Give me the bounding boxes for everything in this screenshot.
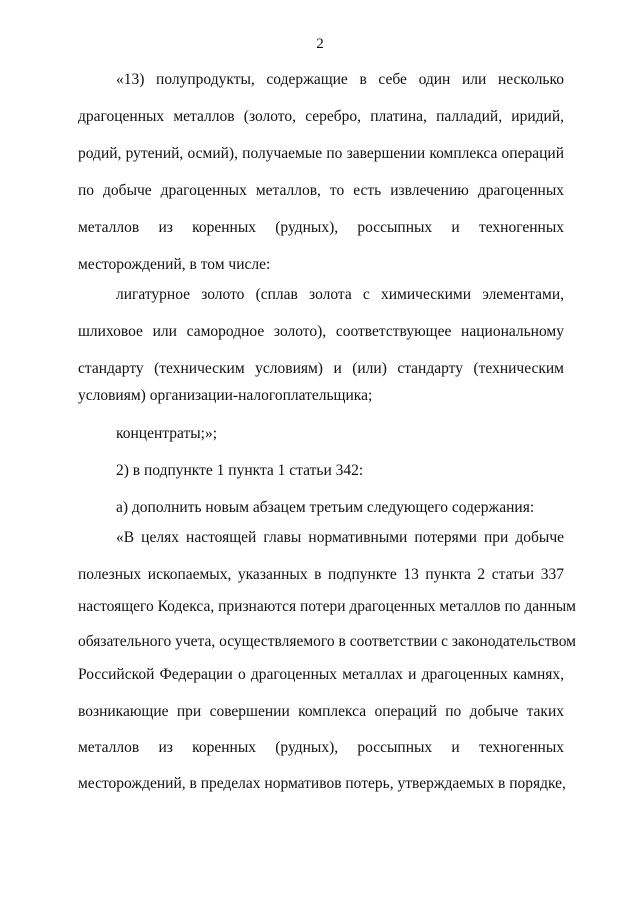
- text-line: Российской Федерации о драгоценных металлах и драгоценных камнях,: [78, 666, 564, 683]
- text-line: концентраты;»;: [116, 425, 217, 442]
- text-line: а) дополнить новым абзацем третьим следующего содержания:: [116, 499, 535, 516]
- text-line: полезных ископаемых, указанных в подпункте 13 пункта 2 статьи 337: [78, 566, 564, 583]
- text-line: металлов из коренных (рудных), россыпных и техногенных: [78, 739, 564, 756]
- text-line: месторождений, в том числе:: [78, 256, 271, 273]
- text-line: шлиховое или самородное золото), соответствующее национальному: [78, 323, 564, 340]
- text-line: возникающие при совершении комплекса операций по добыче таких: [78, 703, 564, 720]
- text-line: металлов из коренных (рудных), россыпных и техногенных: [78, 219, 564, 236]
- text-line: 2) в подпункте 1 пункта 1 статьи 342:: [116, 462, 364, 479]
- text-line: «13) полупродукты, содержащие в себе один или несколько: [116, 71, 564, 88]
- text-line: месторождений, в пределах нормативов потерь, утверждаемых в порядке,: [78, 775, 566, 792]
- text-line: «В целях настоящей главы нормативными потерями при добыче: [116, 529, 564, 546]
- text-line: по добыче драгоценных металлов, то есть извлечению драгоценных: [78, 182, 564, 199]
- page-number: 2: [316, 36, 324, 52]
- text-line: условиям) организации-налогоплательщика;: [78, 387, 373, 404]
- text-line: стандарту (техническим условиям) и (или) стандарту (техническим: [78, 360, 564, 377]
- text-line: драгоценных металлов (золото, серебро, платина, палладий, иридий,: [78, 108, 564, 125]
- text-line: обязательного учета, осуществляемого в соответствии с законодательством: [78, 633, 576, 650]
- text-line: настоящего Кодекса, признаются потери драгоценных металлов по данным: [78, 598, 576, 615]
- text-line: родий, рутений, осмий), получаемые по завершении комплекса операций: [78, 145, 564, 162]
- text-line: лигатурное золото (сплав золота с химическими элементами,: [116, 286, 564, 303]
